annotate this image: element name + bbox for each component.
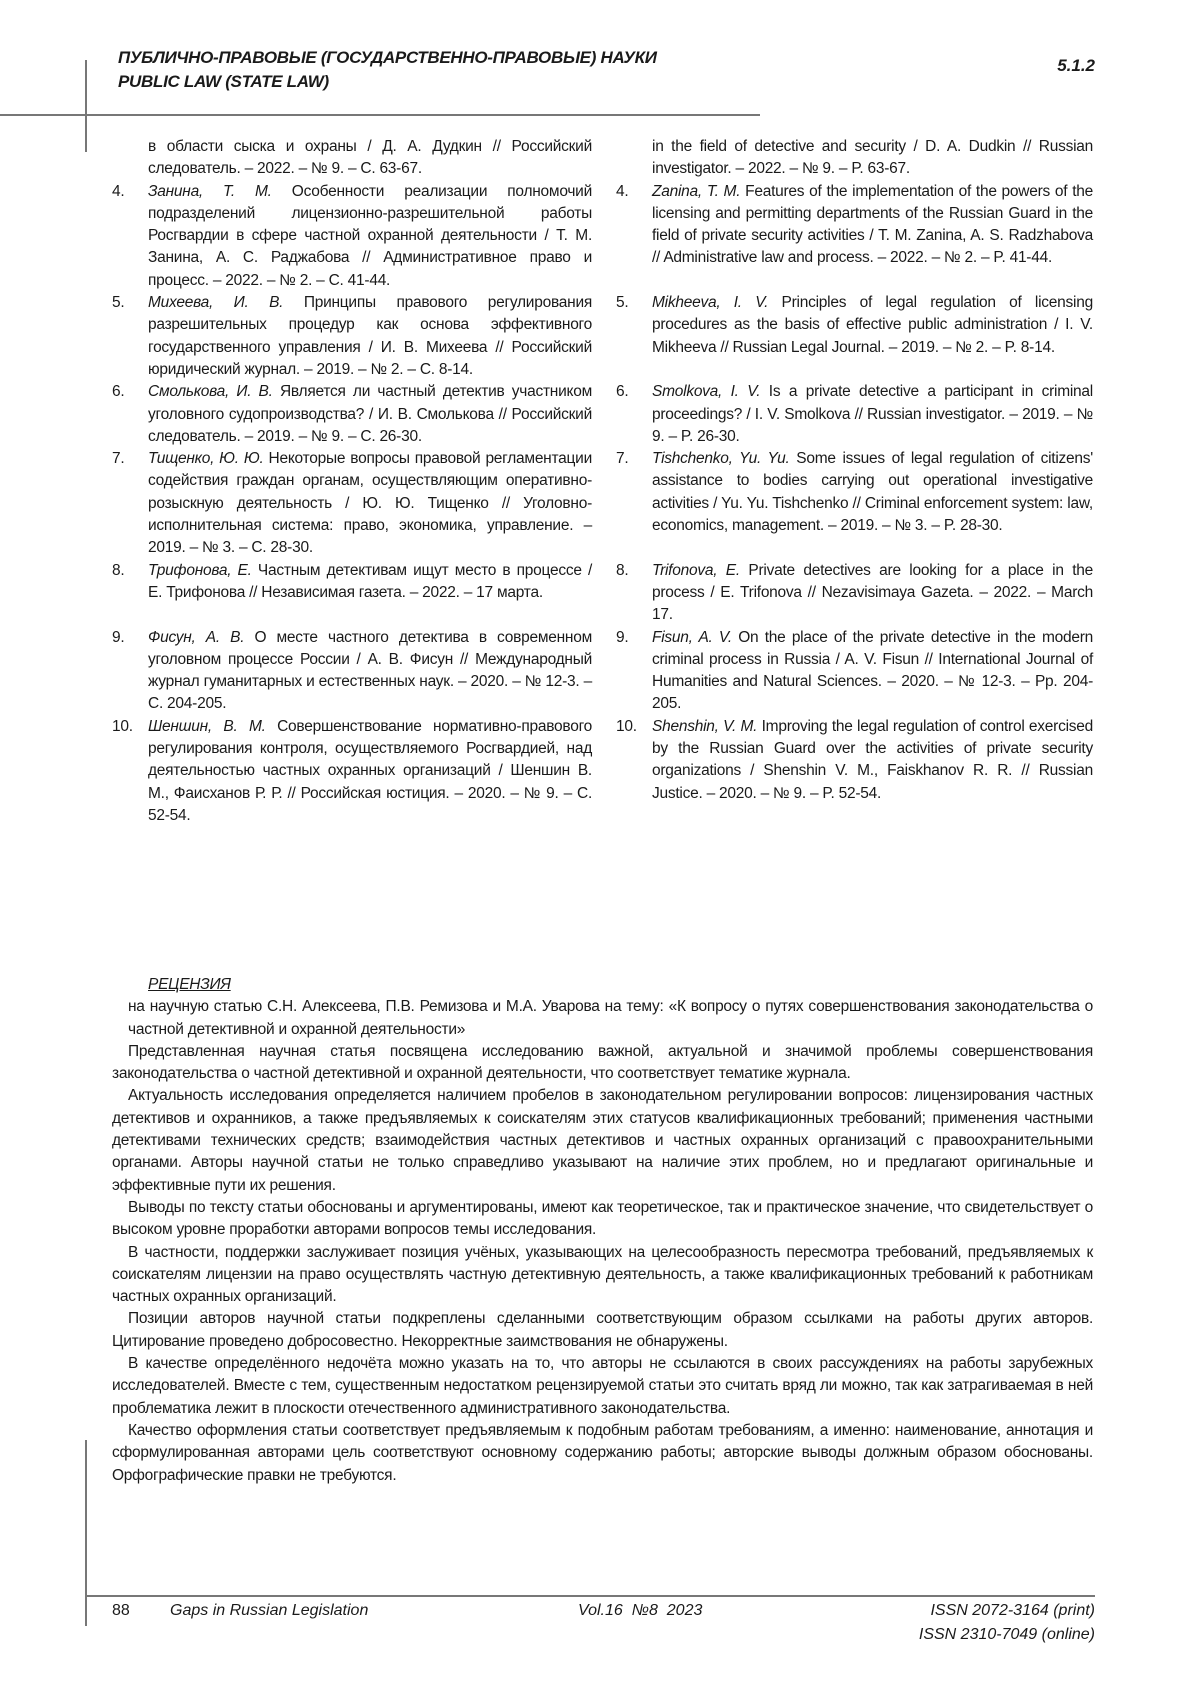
page-number: 88 [112, 1602, 130, 1620]
reference-text: в области сыска и охраны / Д. А. Дудкин // Российский следователь. – 2022. – № 9. – С. 63-67. [148, 138, 592, 177]
reference-author: Михеева, И. В. [148, 294, 283, 311]
reference-text: Features of the implementation of the powers of the licensing and permitting departments of the Russian Guard in the field of private security activities / T. M. Zanina, A. S. Radzhabova // Administrative law and process. – 2022. – № 2. – P. 41-44. [652, 183, 1093, 267]
review-paragraph: на научную статью С.Н. Алексеева, П.В. Ремизова и М.А. Уварова на тему: «К вопросу о путях совершенствования законодательства о частной детективной и охранной деятельности» [112, 996, 1093, 1041]
reference-ru [112, 292, 592, 381]
reference-text: Некоторые вопросы правовой регламентации содействия граждан органам, осуществляющим оперативно-розыскную деятельность / Ю. Ю. Тищенко // Уголовно-исполнительная система: право, экономика, управление. – 2019. – № 3. – С. 28-30. [148, 450, 592, 556]
margin-rule-top [85, 60, 87, 152]
reference-author: Trifonova, E. [652, 562, 740, 579]
review-paragraph: Позиции авторов научной статьи подкреплены сделанными соответствующим образом ссылками на работы других авторов. Цитирование проведено добросовестно. Некорректные заимствования не обнаружены. [112, 1308, 1093, 1353]
references [112, 136, 1093, 827]
review-paragraph: Качество оформления статьи соответствует предъявляемым к подобным работам требованиям, а именно: наименование, аннотация и сформулированная авторами цель соответствуют основному содержанию работы; авторские выводы должным образом обоснованы. Орфографические правки не требуются. [112, 1420, 1093, 1487]
reference-ru [112, 136, 592, 181]
reference-text: Improving the legal regulation of control exercised by the Russian Guard over the activities of private security organizations / Shenshin V. M., Faiskhanov R. R. // Russian Justice. – 2020. – № 9. – P. 52-54. [652, 718, 1093, 802]
reference-en [616, 627, 1093, 716]
reference-text: in the field of detective and security / D. A. Dudkin // Russian investigator. – 2022. – № 9. – P. 63-67. [652, 138, 1093, 177]
issn-print: ISSN 2072-3164 (print) [930, 1602, 1095, 1620]
reference-text: Принципы правового регулирования разрешительных процедур как основа эффективного государственного управления / И. В. Михеева // Российский юридический журнал. – 2019. – № 2. – С. 8-14. [148, 294, 592, 378]
reference-en [616, 292, 1093, 381]
reference-author: Smolkova, I. V. [652, 383, 760, 400]
reference-ru [112, 181, 592, 292]
reference-number: 5. [112, 292, 148, 381]
reference-en [616, 181, 1093, 292]
reference-text: Частным детективам ищут место в процессе / Е. Трифонова // Независимая газета. – 2022. – 17 марта. [148, 562, 592, 601]
reference-number: 8. [616, 560, 652, 627]
reference-author: Занина, Т. М. [148, 183, 272, 200]
reference-number: 10. [616, 716, 652, 827]
reference-author: Mikheeva, I. V. [652, 294, 768, 311]
reference-en [616, 448, 1093, 559]
review-paragraph: В качестве определённого недочёта можно указать на то, что авторы не ссылаются в своих рассуждениях на работы зарубежных исследователей. Вместе с тем, существенным недостатком рецензируемой статьи это считать вряд ли можно, так как затрагиваемая в ней проблематика лежит в плоскости отечественного административного законодательства. [112, 1353, 1093, 1420]
reference-text: On the place of the private detective in the modern criminal process in Russia / A. V. Fisun // International Journal of Humanities and Natural Sciences. – 2020. – № 12-3. – Pp. 204-205. [652, 629, 1093, 713]
footer-rule [85, 1595, 1095, 1597]
reference-text: О месте частного детектива в современном уголовном процессе России / А. В. Фисун // Международный журнал гуманитарных и естественных наук. – 2020. – № 12-3. – С. 204-205. [148, 629, 592, 713]
reference-author: Фисун, А. В. [148, 629, 244, 646]
reference-en [616, 560, 1093, 627]
reference-en [616, 716, 1093, 827]
reference-text: Some issues of legal regulation of citizens' assistance to bodies carrying out operational investigative activities / Yu. Yu. Tishchenko // Criminal enforcement system: law, economics, management. – 2019. – № 3. – P. 28-30. [652, 450, 1093, 534]
reference-number: 7. [616, 448, 652, 559]
reference-number: 6. [112, 381, 148, 448]
reference-ru [112, 627, 592, 716]
reference-author: Shenshin, V. M. [652, 718, 757, 735]
reference-text: Principles of legal regulation of licensing procedures as the basis of effective public administration / I. V. Mikheeva // Russian Legal Journal. – 2019. – № 2. – P. 8-14. [652, 294, 1093, 356]
reference-author: Трифонова, Е. [148, 562, 252, 579]
review-paragraph: Представленная научная статья посвящена исследованию важной, актуальной и значимой проблемы совершенствования законодательства о частной детективной и охранной деятельности, что соответствует тематике журнала. [112, 1041, 1093, 1086]
reference-text: Является ли частный детектив участником уголовного судопроизводства? / И. В. Смолькова // Российский следователь. – 2019. – № 9. – С. 26-30. [148, 383, 592, 445]
reference-author: Fisun, A. V. [652, 629, 732, 646]
reference-text: Особенности реализации полномочий подразделений лицензионно-разрешительной работы Росгвардии в сфере частной охранной деятельности / Т. М. Занина, А. С. Раджабова // Административное право и процесс. – 2022. – № 2. – С. 41-44. [148, 183, 592, 289]
reference-en [616, 136, 1093, 181]
reference-number: 4. [616, 181, 652, 292]
section-title-ru: ПУБЛИЧНО-ПРАВОВЫЕ (ГОСУДАРСТВЕННО-ПРАВОВЫЕ) НАУКИ [118, 46, 657, 70]
review-paragraph: В частности, поддержки заслуживает позиция учёных, указывающих на целесообразность пересмотра требований, предъявляемых к соискателям лицензии на право осуществлять частную детективную деятельность, а также квалификационных требований к работникам частных охранных организаций. [112, 1242, 1093, 1309]
reference-number: 10. [112, 716, 148, 827]
review [112, 974, 1093, 1487]
issn-online: ISSN 2310-7049 (online) [919, 1626, 1095, 1644]
header-rule [0, 114, 760, 116]
journal-name: Gaps in Russian Legislation [170, 1602, 368, 1620]
reference-number: 7. [112, 448, 148, 559]
review-paragraph: Актуальность исследования определяется наличием пробелов в законодательном регулировании вопросов: лицензирования частных детективов и охранников, а также предъявляемых к соискателям этих статусов квалификационных требований; применения частными детективами технических средств; взаимодействия частных детективов и частных охранных организаций с правоохранительными органами. Авторы научной статьи не только справедливо указывают на наличие этих проблем, но и предлагают оригинальные и эффективные пути их решения. [112, 1085, 1093, 1196]
reference-number: 9. [616, 627, 652, 716]
reference-number: 6. [616, 381, 652, 448]
reference-author: Tishchenko, Yu. Yu. [652, 450, 790, 467]
reference-number: 9. [112, 627, 148, 716]
reference-author: Тищенко, Ю. Ю. [148, 450, 264, 467]
reference-author: Шеншин, В. М. [148, 718, 266, 735]
reference-ru [112, 716, 592, 827]
reference-number: 4. [112, 181, 148, 292]
reference-text: Совершенствование нормативно-правового регулирования контроля, осуществляемого Росгвардией, над деятельностью частных охранных организаций / Шеншин В. М., Фаисханов Р. Р. // Российская юстиция. – 2020. – № 9. – С. 52-54. [148, 718, 592, 824]
section-title-en: PUBLIC LAW (STATE LAW) [118, 70, 657, 94]
reference-number: 8. [112, 560, 148, 627]
reference-ru [112, 560, 592, 627]
reference-text: Private detectives are looking for a place in the process / E. Trifonova // Nezavisimaya Gazeta. – 2022. – March 17. [652, 562, 1093, 624]
reference-author: Zanina, T. M. [652, 183, 740, 200]
section-header [118, 46, 657, 94]
reference-ru [112, 381, 592, 448]
reference-author: Смолькова, И. В. [148, 383, 273, 400]
issue-info: Vol.16 №8 2023 [578, 1602, 702, 1620]
review-title: РЕЦЕНЗИЯ [148, 974, 1093, 996]
review-body [112, 996, 1093, 1487]
reference-ru [112, 448, 592, 559]
margin-rule-bottom [85, 1440, 87, 1626]
review-paragraph: Выводы по тексту статьи обоснованы и аргументированы, имеют как теоретическое, так и практическое значение, что свидетельствует о высоком уровне проработки авторами вопросов темы исследования. [112, 1197, 1093, 1242]
reference-en [616, 381, 1093, 448]
section-code: 5.1.2 [1057, 56, 1095, 76]
reference-text: Is a private detective a participant in criminal proceedings? / I. V. Smolkova // Russian investigator. – 2019. – № 9. – P. 26-30. [652, 383, 1093, 445]
reference-number: 5. [616, 292, 652, 381]
